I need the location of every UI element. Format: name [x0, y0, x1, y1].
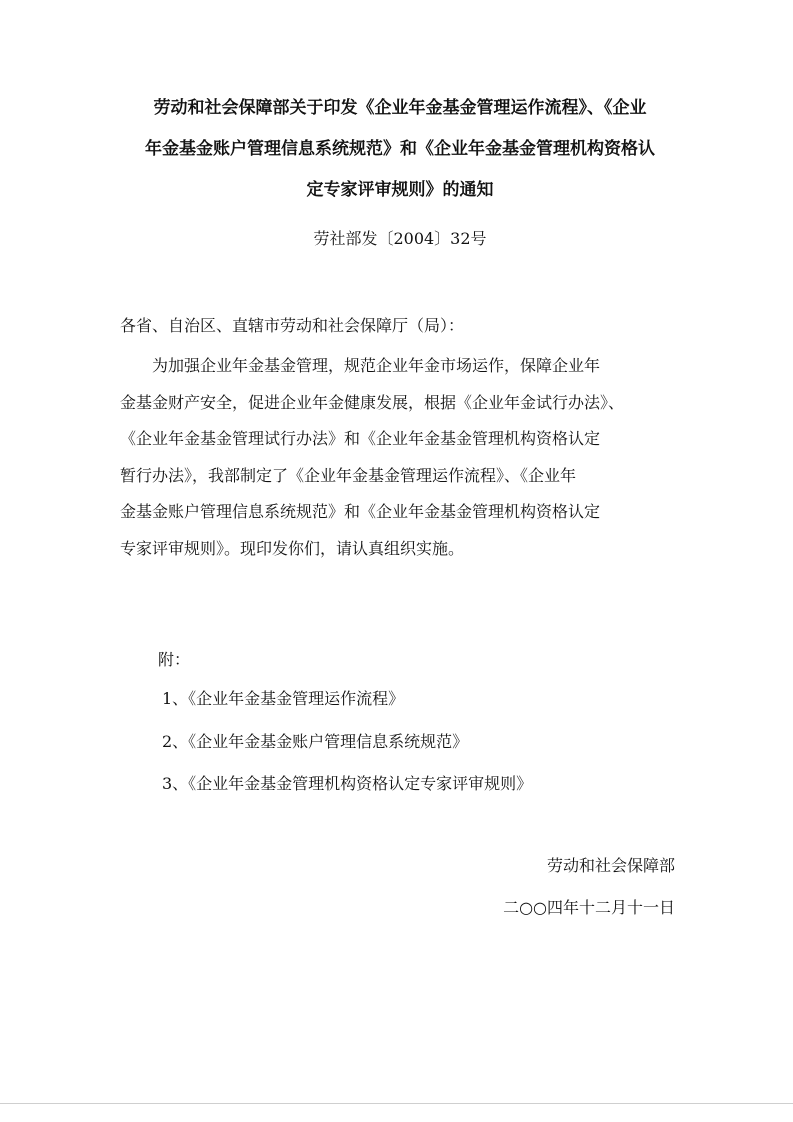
body-line: 《企业年金基金管理试行办法》和《企业年金基金管理机构资格认定 [120, 429, 601, 448]
page-bottom-divider [0, 1103, 793, 1104]
attachment-item: 1、《企业年金基金管理运作流程》 [162, 689, 405, 708]
issuer-signature: 劳动和社会保障部 [546, 856, 675, 875]
body-line: 金基金财产安全，促进企业年金健康发展，根据《企业年金试行办法》、 [120, 392, 625, 412]
title-line: 定专家评审规则》的通知 [306, 180, 494, 200]
title-line: 年金基金账户管理信息系统规范》和《企业年金基金管理机构资格认 [145, 139, 655, 159]
issue-date: 二○○四年十二月十一日 [503, 898, 675, 917]
attachments-label: 附： [158, 650, 191, 669]
salutation: 各省、自治区、直辖市劳动和社会保障厅（局）： [120, 316, 465, 335]
body-line: 金基金账户管理信息系统规范》和《企业年金基金管理机构资格认定 [120, 502, 601, 521]
document-title [120, 88, 680, 211]
body-paragraph [120, 348, 676, 567]
attachment-item: 3、《企业年金基金管理机构资格认定专家评审规则》 [162, 774, 533, 793]
body-line: 为加强企业年金基金管理，规范企业年金市场运作，保障企业年 [152, 356, 601, 375]
attachment-item: 2、《企业年金基金账户管理信息系统规范》 [162, 732, 469, 751]
title-line: 劳动和社会保障部关于印发《企业年金基金管理运作流程》、《企业 [153, 98, 647, 118]
body-line: 暂行办法》，我部制定了《企业年金基金管理运作流程》、《企业年 [120, 465, 577, 485]
document-number: 劳社部发〔2004〕32号 [313, 229, 487, 248]
body-line: 专家评审规则》。现印发你们，请认真组织实施。 [120, 538, 465, 558]
